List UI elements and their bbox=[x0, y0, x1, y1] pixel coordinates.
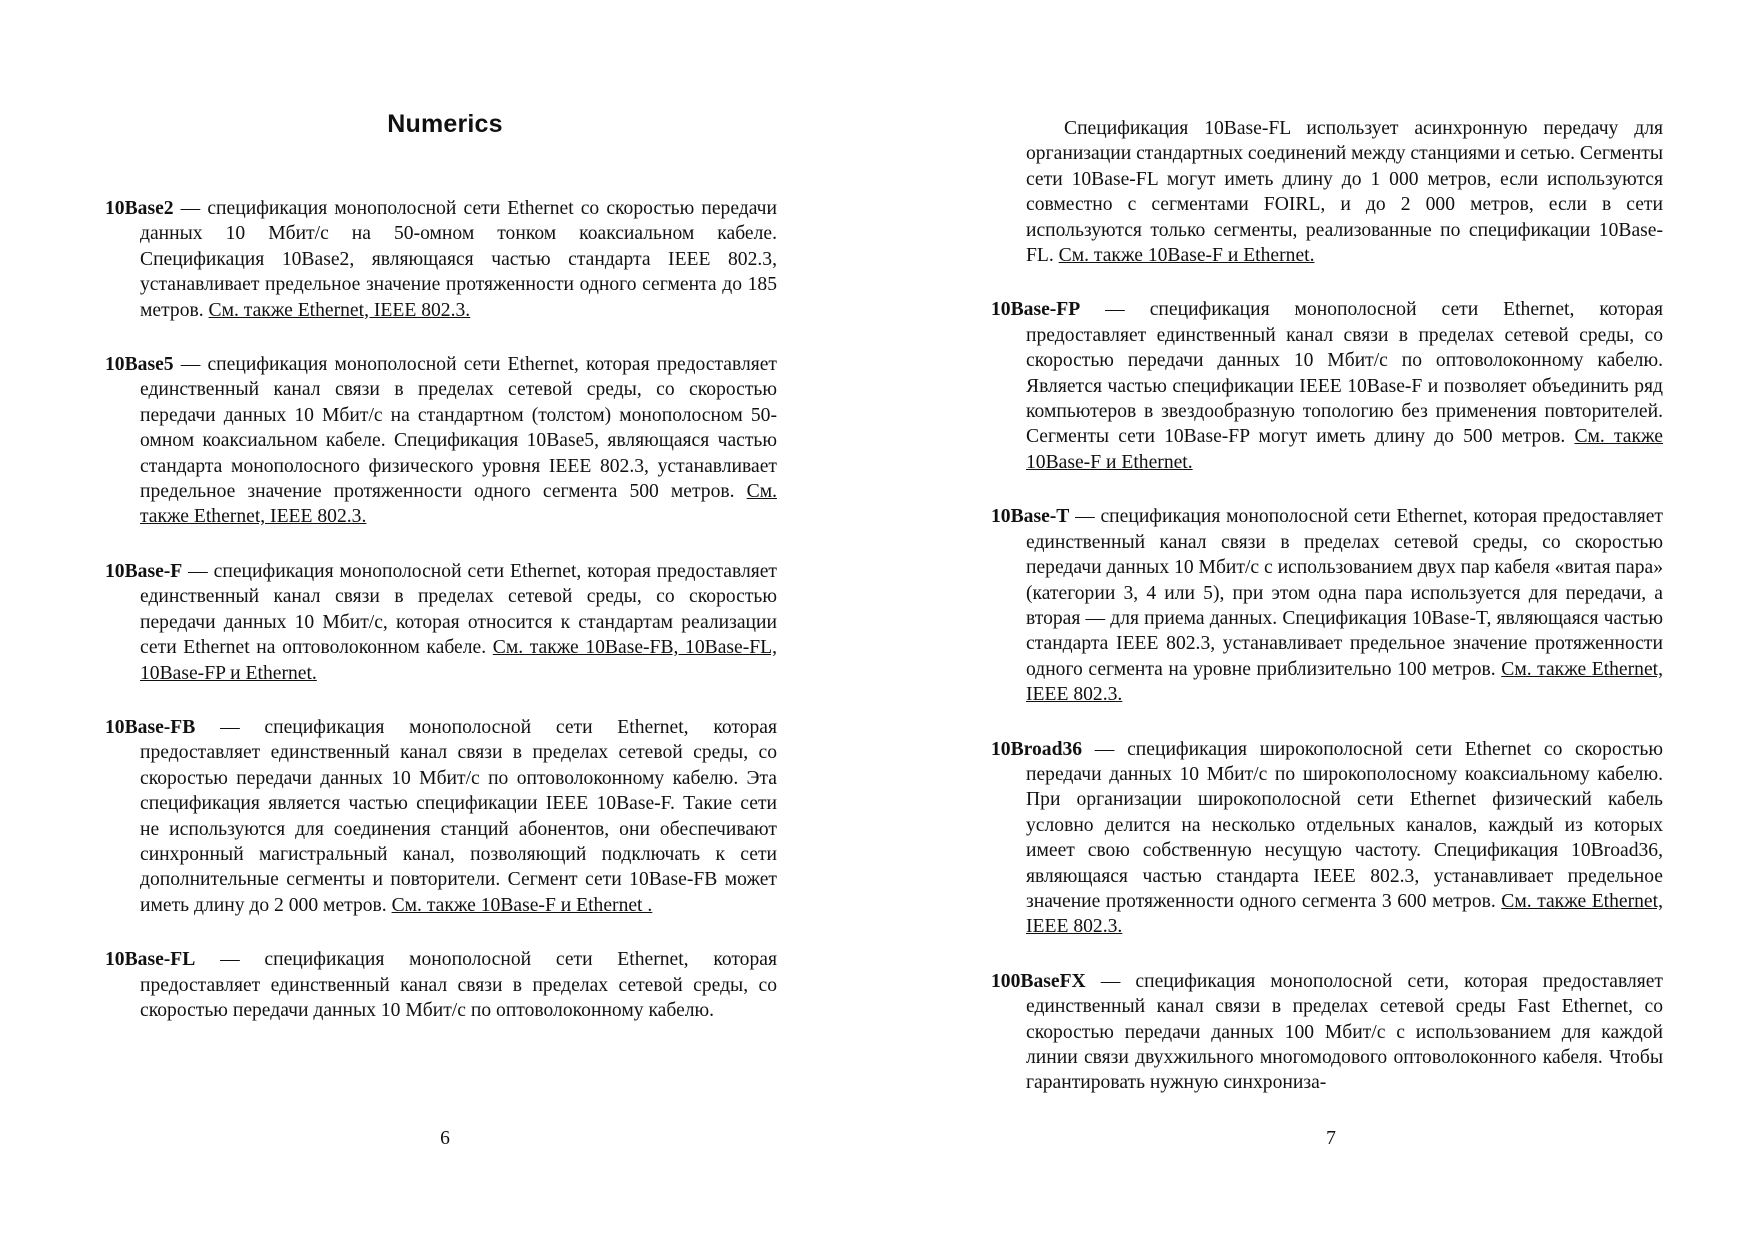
entry-10base-t bbox=[991, 504, 1663, 707]
entry-body: — спецификация монополосной сети Ethernet, которая предоставляет единственный канал связи в пределах сетевой среды, со скоростью передачи данных 10 Мбит/с по оптоволоконному кабелю. bbox=[140, 949, 777, 1021]
see-also-link[interactable]: См. также 10Base-F и Ethernet. bbox=[1058, 245, 1315, 267]
page-number: 6 bbox=[440, 1128, 450, 1149]
entry-term: 10Base2 bbox=[105, 198, 174, 219]
entry-body: — спецификация широкополосной сети Ethernet со скоростью передачи данных 10 Мбит/с по широкополосному коаксиальному кабелю. При организации широкополосной сети Ethernet физический кабель условно делится на несколько отдельных каналов, каждый из которых имеет свою собственную несущую частоту. Спецификация 10Broad36, являющаяся частью стандарта IEEE 802.3, устанавливает предельное значение протяженности одного сегмента 3 600 метров. bbox=[1026, 738, 1663, 912]
entry-100basefx bbox=[991, 969, 1663, 1096]
see-also-link[interactable]: См. также Ethernet, IEEE 802.3. bbox=[1026, 658, 1663, 706]
entry-10base-fp bbox=[991, 297, 1663, 475]
left-page bbox=[105, 0, 785, 1240]
entry-term: 10Base-T bbox=[991, 506, 1070, 528]
entry-10base-fl-continued bbox=[991, 116, 1663, 268]
see-also-link[interactable]: См. также Ethernet, IEEE 802.3. bbox=[140, 481, 777, 528]
right-page bbox=[991, 0, 1671, 1240]
entry-10base2 bbox=[105, 196, 777, 323]
entry-body: — спецификация монополосной сети Ethernet, которая предоставляет единственный канал связи в пределах сетевой среды, со скоростью передачи данных 10 Мбит/с с использованием двух пар кабеля «витая пара» (категории 3, 4 или 5), при этом одна пара используется для передачи, а вторая — для приема данных. Спецификация 10Base-T, являющаяся частью стандарта IEEE 802.3, устанавливает предельное значение протяженности одного сегмента на уровне приблизительно 100 метров. bbox=[1026, 506, 1663, 680]
see-also-link[interactable]: См. также 10Base-F и Ethernet . bbox=[391, 894, 653, 916]
entry-10broad36 bbox=[991, 737, 1663, 940]
entry-term: 10Base5 bbox=[105, 354, 174, 376]
entry-body: — спецификация монополосной сети Ethernet, которая предоставляет единственный канал связи в пределах сетевой среды, со скоростью передачи данных 10 Мбит/с, которая относится к стандартам реализации сети Ethernet на оптоволоконном кабеле. bbox=[140, 560, 777, 659]
entry-body: Спецификация 10Base-FL использует асинхронную передачу для организации стандартных соединений между станциями и сетью. Сегменты сети 10Base-FL могут иметь длину до 1 000 метров, если используются совместно с сегментами FOIRL, и до 2 000 метров, если в сети используются только сегменты, реализованные по спецификации 10Base-FL. bbox=[1026, 118, 1663, 267]
entry-term: 10Base-FL bbox=[105, 949, 196, 971]
entry-term: 100BaseFX bbox=[991, 970, 1086, 992]
section-heading: Numerics bbox=[387, 110, 503, 138]
entry-10base5 bbox=[105, 352, 777, 530]
entry-10base-f bbox=[105, 559, 777, 686]
entry-body: — спецификация монополосной сети Ethernet, которая предоставляет единственный канал связи в пределах сетевой среды, со скоростью передачи данных 10 Мбит/с на стандартном (толстом) монополосном 50-омном коаксиальном кабеле. Спецификация 10Base5, являющаяся частью стандарта монополосного физического уровня IEEE 802.3, устанавливает предельное значение протяженности одного сегмента 500 метров. bbox=[140, 354, 777, 503]
left-entries bbox=[105, 196, 777, 1052]
entry-body: — спецификация монополосной сети Ethernet, которая предоставляет единственный канал связи в пределах сетевой среды, со скоростью передачи данных 10 Мбит/с по оптоволоконному кабелю. Эта спецификация является частью спецификации IEEE 10Base-F. Такие сети не используются для соединения станций абонентов, они обеспечивают синхронный магистральный канал, позволяющий подключать к сети дополнительные сегменты и повторители. Сегмент сети 10Base-FB может иметь длину до 2 000 метров. bbox=[140, 716, 777, 916]
entry-term: 10Broad36 bbox=[991, 738, 1083, 760]
entry-term: 10Base-F bbox=[105, 560, 183, 582]
see-also-link[interactable]: См. также Ethernet, IEEE 802.3. bbox=[208, 299, 471, 321]
see-also-link[interactable]: См. также Ethernet, IEEE 802.3. bbox=[1026, 890, 1663, 938]
entry-body: — спецификация монополосной сети Ethernet со скоростью передачи данных 10 Мбит/с на 50-омном тонком коаксиальном кабеле. Спецификация 10Base2, являющаяся частью стандарта IEEE 802.3, устанавливает предельное значение протяженности одного сегмента до 185 метров. bbox=[140, 198, 777, 321]
entry-10base-fl bbox=[105, 947, 777, 1023]
entry-term: 10Base-FB bbox=[105, 716, 196, 738]
entry-term: 10Base-FP bbox=[991, 299, 1081, 321]
page-number: 7 bbox=[1326, 1128, 1336, 1149]
entry-10base-fb bbox=[105, 715, 777, 918]
right-entries bbox=[991, 116, 1663, 1125]
entry-body: — спецификация монополосной сети Ethernet, которая предоставляет единственный канал связи в пределах сетевой среды, со скоростью передачи данных 10 Мбит/с по оптоволоконному кабелю. Является частью спецификации IEEE 10Base-F и позволяет объединить ряд компьютеров в звездообразную топологию без применения повторителей. Сегменты сети 10Base-FP могут иметь длину до 500 метров. bbox=[1026, 299, 1663, 448]
see-also-link[interactable]: См. также 10Base-F и Ethernet. bbox=[1026, 426, 1663, 473]
see-also-link[interactable]: См. также 10Base-FB, 10Base-FL, 10Base-FP и Ethernet. bbox=[140, 637, 777, 684]
entry-body: — спецификация монополосной сети, которая предоставляет единственный канал связи в пределах сетевой среды Fast Ethernet, со скоростью передачи данных 100 Мбит/с с использованием для каждой линии связи двухжильного многомодового оптоволоконного кабеля. Чтобы гарантировать нужную синхрониза- bbox=[1026, 970, 1663, 1094]
